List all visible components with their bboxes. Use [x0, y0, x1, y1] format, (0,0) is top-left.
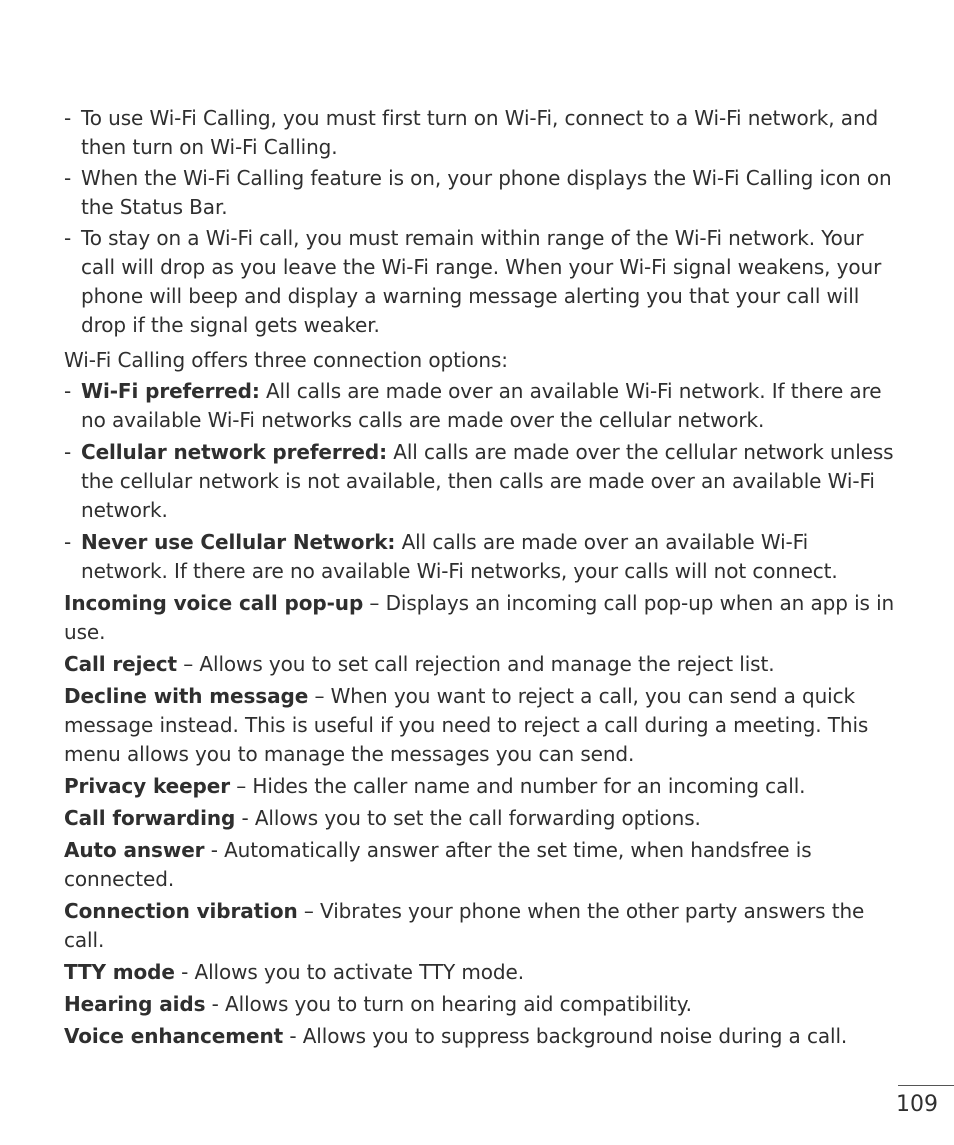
note-item — [64, 224, 900, 340]
option-term: Cellular network preferred: — [81, 440, 387, 464]
setting-decline-with-message — [64, 682, 900, 769]
options-intro: Wi-Fi Calling offers three connection options: — [64, 348, 508, 372]
setting-voice-enhancement — [64, 1022, 900, 1051]
option-text: All calls are made over an available Wi-Fi network. If there are no available Wi-Fi networks, your calls will not connect. — [81, 530, 838, 583]
dash-marker: - — [64, 379, 72, 403]
option-text: All calls are made over an available Wi-Fi network. If there are no available Wi-Fi networks calls are made over the cellular network. — [81, 379, 882, 432]
setting-term: Hearing aids — [64, 992, 206, 1016]
setting-term: Connection vibration — [64, 899, 298, 923]
setting-call-forwarding — [64, 804, 900, 833]
setting-term: Privacy keeper — [64, 774, 231, 798]
setting-hearing-aids — [64, 990, 900, 1019]
option-cellular-preferred — [64, 438, 900, 525]
note-item — [64, 164, 900, 222]
setting-description: - Allows you to activate TTY mode. — [174, 960, 524, 984]
setting-auto-answer — [64, 836, 900, 894]
setting-term: Call reject — [64, 652, 178, 676]
setting-term: Incoming voice call pop-up — [64, 591, 364, 615]
note-text: To stay on a Wi-Fi call, you must remain within range of the Wi-Fi network. Your call will drop as you leave the Wi-Fi range. When your Wi-Fi signal weakens, your phone will beep and display a warning message alerting you that your call will drop if the signal gets weaker. — [81, 226, 882, 337]
setting-description: - Allows you to turn on hearing aid compatibility. — [205, 992, 692, 1016]
note-text: To use Wi-Fi Calling, you must first turn on Wi-Fi, connect to a Wi-Fi network, and then turn on Wi-Fi Calling. — [81, 106, 879, 159]
option-text: All calls are made over the cellular network unless the cellular network is not available, then calls are made over an available Wi-Fi network. — [81, 440, 894, 522]
setting-incoming-voice-call-popup — [64, 589, 900, 647]
setting-connection-vibration — [64, 897, 900, 955]
setting-description: - Allows you to suppress background noise during a call. — [283, 1024, 848, 1048]
page-body — [64, 104, 900, 1054]
setting-call-reject — [64, 650, 900, 679]
note-text: When the Wi-Fi Calling feature is on, your phone displays the Wi-Fi Calling icon on the Status Bar. — [81, 166, 892, 219]
footer-divider — [898, 1085, 954, 1086]
option-term: Wi-Fi preferred: — [81, 379, 260, 403]
option-never-cellular — [64, 528, 900, 586]
setting-description: – Allows you to set call rejection and manage the reject list. — [177, 652, 775, 676]
dash-marker: - — [64, 166, 72, 190]
setting-description: - Allows you to set the call forwarding options. — [235, 806, 701, 830]
setting-term: Decline with message — [64, 684, 309, 708]
setting-description: – Hides the caller name and number for an incoming call. — [230, 774, 806, 798]
setting-description: - Automatically answer after the set time, when handsfree is connected. — [64, 838, 812, 891]
dash-marker: - — [64, 440, 72, 464]
setting-description: – Vibrates your phone when the other party answers the call. — [64, 899, 865, 952]
setting-term: Call forwarding — [64, 806, 236, 830]
setting-term: TTY mode — [64, 960, 175, 984]
dash-marker: - — [64, 530, 72, 554]
dash-marker: - — [64, 226, 72, 250]
option-wifi-preferred — [64, 377, 900, 435]
setting-privacy-keeper — [64, 772, 900, 801]
setting-description: – Displays an incoming call pop-up when an app is in use. — [64, 591, 895, 644]
setting-term: Auto answer — [64, 838, 205, 862]
page-number: 109 — [896, 1092, 938, 1117]
setting-tty-mode — [64, 958, 900, 987]
setting-description: – When you want to reject a call, you can send a quick message instead. This is useful if you need to reject a call during a meeting. This menu allows you to manage the messages you can send. — [64, 684, 869, 766]
option-term: Never use Cellular Network: — [81, 530, 396, 554]
note-item — [64, 104, 900, 162]
dash-marker: - — [64, 106, 72, 130]
setting-term: Voice enhancement — [64, 1024, 284, 1048]
